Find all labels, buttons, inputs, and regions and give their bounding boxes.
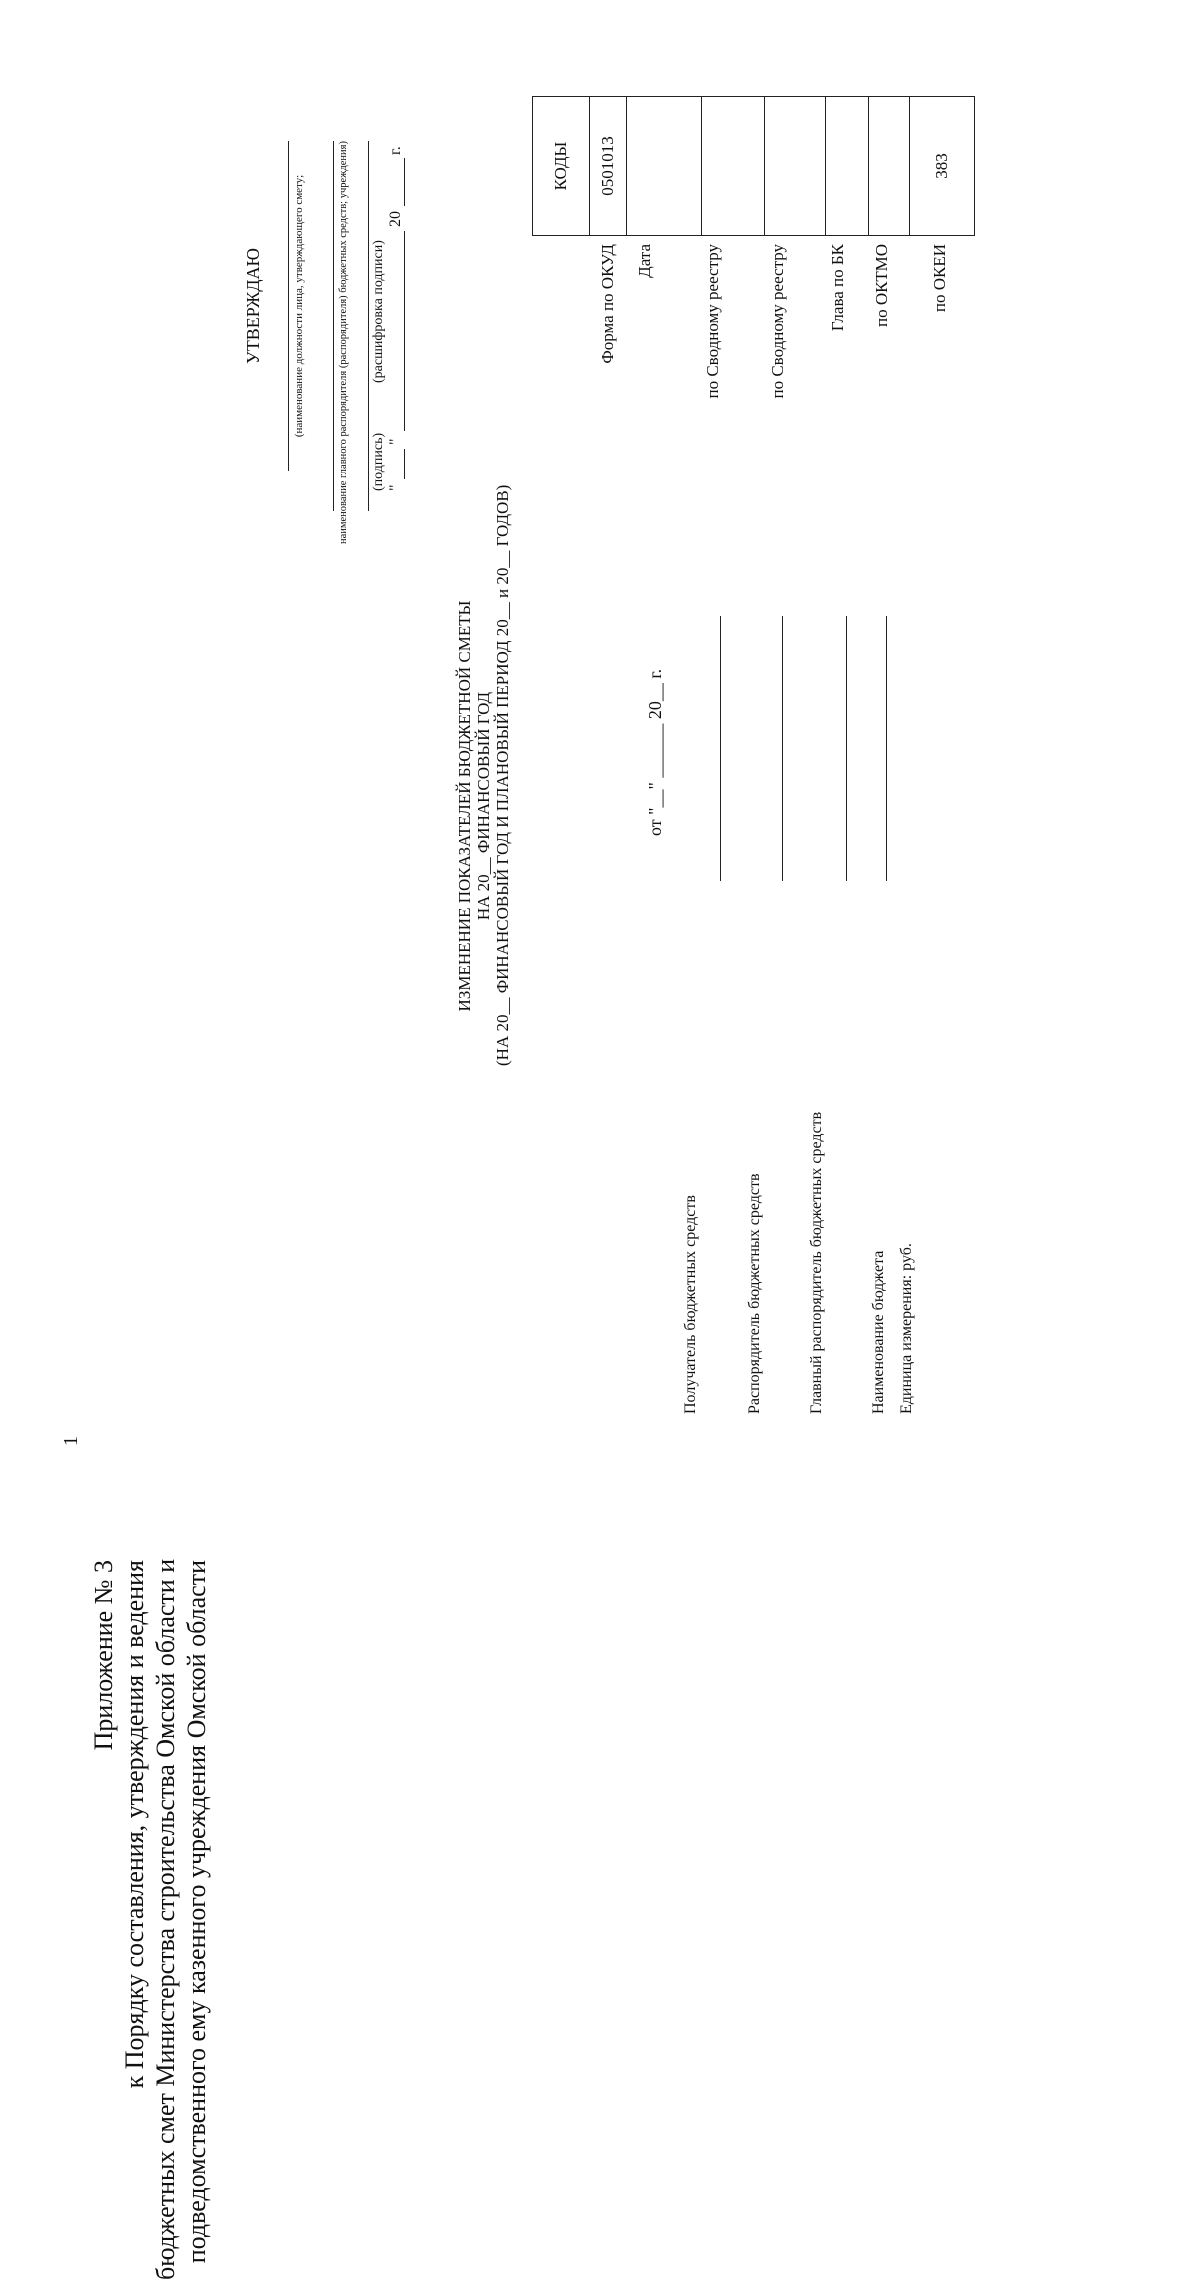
date-day-line [404, 449, 405, 479]
code-value-date [627, 97, 702, 236]
appendix-title: Приложение № 3 [89, 1560, 118, 1751]
date-quote-close: " [387, 438, 404, 445]
code-value-okei: 383 [910, 97, 975, 236]
appendix-line-1: к Порядку составления, утверждения и ведения [120, 1560, 149, 2089]
code-value-oktmo [869, 97, 910, 236]
appendix-line-2: бюджетных смет Министерства строительства Омской области и [151, 1558, 180, 2280]
page-number: 1 [60, 1436, 82, 1446]
code-value-registry-2 [765, 97, 826, 236]
code-label-registry-1: по Сводному реестру [703, 244, 722, 399]
document-title-line-3: (НА 20__ ФИНАНСОВЫЙ ГОД И ПЛАНОВЫЙ ПЕРИОД 20__ и 20__ ГОДОВ) [493, 484, 512, 1066]
code-label-okud: Форма по ОКУД [598, 244, 617, 364]
organization-caption: наименование главного распорядителя (распорядителя) бюджетных средств; учреждения) [338, 141, 349, 545]
position-line [288, 141, 289, 471]
date-quote-open: " [387, 484, 404, 491]
field-recipient: Получатель бюджетных средств [682, 1195, 699, 1414]
codes-header: КОДЫ [533, 97, 590, 236]
manager-line [782, 616, 783, 881]
code-label-bk: Глава по БК [828, 244, 847, 332]
code-value-bk [826, 97, 869, 236]
appendix-line-3: подведомственного ему казенного учреждения Омской области [182, 1560, 211, 2264]
code-label-okei: по ОКЕИ [930, 244, 949, 313]
chief-manager-line [846, 616, 847, 881]
recipient-line [720, 616, 721, 881]
document-date: от "__" ______ 20__ г. [645, 668, 665, 836]
date-suffix: г. [387, 146, 404, 155]
decode-caption: (расшифровка подписи) [371, 240, 386, 383]
document-title-line-1: ИЗМЕНЕНИЕ ПОКАЗАТЕЛЕЙ БЮДЖЕТНОЙ СМЕТЫ [455, 600, 474, 1012]
code-value-okud: 0501013 [590, 97, 627, 236]
code-value-registry-1 [702, 97, 765, 236]
code-label-registry-2: по Сводному реестру [768, 244, 787, 399]
field-chief-manager: Главный распорядитель бюджетных средств [808, 1111, 825, 1414]
position-caption: (наименование должности лица, утверждающего смету; [293, 174, 305, 438]
code-label-oktmo: по ОКТМО [872, 244, 891, 328]
date-month-line [404, 231, 405, 431]
field-manager: Распорядитель бюджетных средств [746, 1173, 763, 1414]
budget-name-line [886, 616, 887, 881]
signature-caption: (подпись) [371, 432, 386, 491]
date-year-prefix: 20 [387, 211, 404, 227]
codes-table [532, 96, 975, 236]
document-title-line-2: НА 20__ ФИНАНСОВЫЙ ГОД [474, 691, 493, 921]
signature-line [368, 141, 369, 511]
date-year-line [404, 158, 405, 206]
organization-line [333, 141, 334, 511]
field-unit: Единица измерения: руб. [898, 1243, 915, 1414]
approval-title: УТВЕРЖДАЮ [243, 247, 263, 365]
field-budget-name: Наименование бюджета [870, 1250, 887, 1414]
code-label-date: Дата [635, 244, 654, 278]
